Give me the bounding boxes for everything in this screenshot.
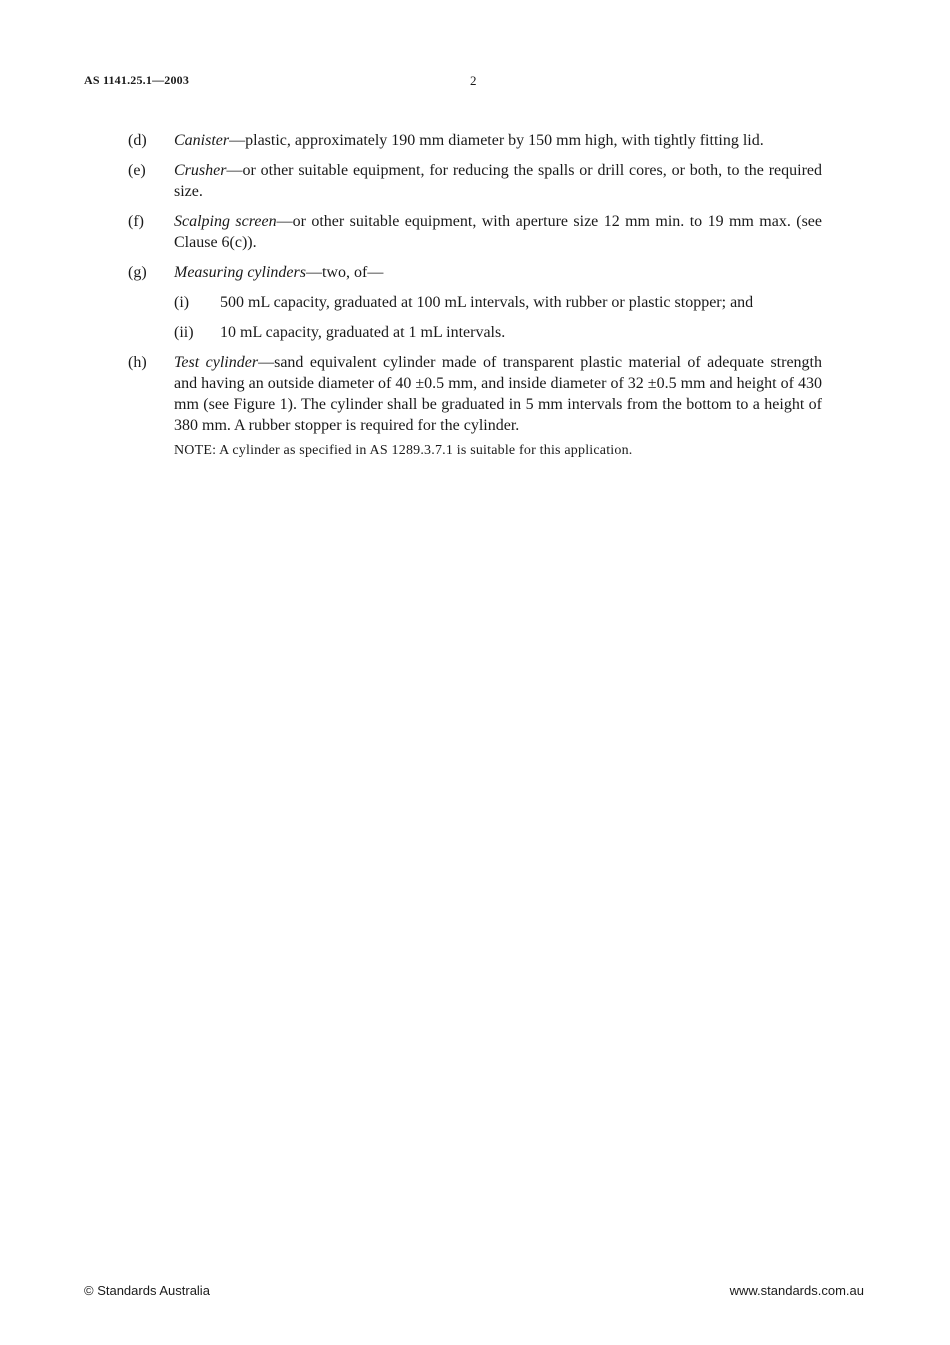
note: NOTE: A cylinder as specified in AS 1289.3.7.1 is suitable for this application.: [174, 443, 633, 458]
item-text: —plastic, approximately 190 mm diameter by 150 mm high, with tightly fitting lid.: [229, 132, 764, 149]
list-item-d: [128, 130, 822, 151]
item-body: [174, 262, 822, 343]
standard-identifier: AS 1141.25.1—2003: [84, 73, 190, 87]
sub-item-label: (ii): [174, 324, 194, 341]
item-text: —two, of—: [305, 264, 384, 281]
page-number: 2: [470, 73, 477, 88]
item-body: [174, 130, 822, 151]
item-term: Canister: [174, 132, 230, 149]
sub-item-text: 10 mL capacity, graduated at 1 mL intervals.: [220, 324, 506, 341]
item-text: —sand equivalent cylinder made of transparent plastic material of adequate strength and having an outside diameter of 40 ±0.5 mm, and inside diameter of 32 ±0.5 mm and height of 430 mm (see Figure 1). The cylinder shall be graduated in 5 mm intervals from the bottom to a height of 380 mm. A rubber stopper is required for the cylinder.: [174, 354, 823, 434]
item-term: Crusher: [174, 162, 227, 179]
item-label: (f): [128, 213, 144, 230]
sub-item-label: (i): [174, 294, 190, 311]
item-label: (e): [128, 162, 146, 179]
item-text: —or other suitable equipment, with aperture size 12 mm min. to 19 mm max. (see Clause 6(c)).: [174, 213, 823, 251]
item-term: Scalping screen: [174, 213, 277, 230]
list-item-f: [128, 211, 822, 253]
equipment-list: [128, 130, 822, 469]
list-item-g: [128, 262, 822, 343]
item-label: (h): [128, 354, 147, 371]
list-item-h: [128, 352, 822, 460]
sub-list-item-ii: [174, 322, 822, 343]
list-item-e: [128, 160, 822, 202]
website-link[interactable]: www.standards.com.au: [729, 1283, 864, 1298]
item-term: Test cylinder: [174, 354, 259, 371]
item-body: [174, 211, 822, 253]
sub-list-item-i: [174, 292, 822, 313]
copyright-notice: © Standards Australia: [84, 1283, 210, 1298]
item-body: [174, 160, 822, 202]
item-label: (g): [128, 264, 147, 281]
item-text: —or other suitable equipment, for reducing the spalls or drill cores, or both, to the required size.: [174, 162, 822, 200]
item-label: (d): [128, 132, 147, 149]
item-term: Measuring cylinders: [174, 264, 306, 281]
item-body: [174, 352, 822, 460]
sub-item-text: 500 mL capacity, graduated at 100 mL intervals, with rubber or plastic stopper; and: [220, 294, 754, 311]
sub-list: [174, 292, 822, 343]
